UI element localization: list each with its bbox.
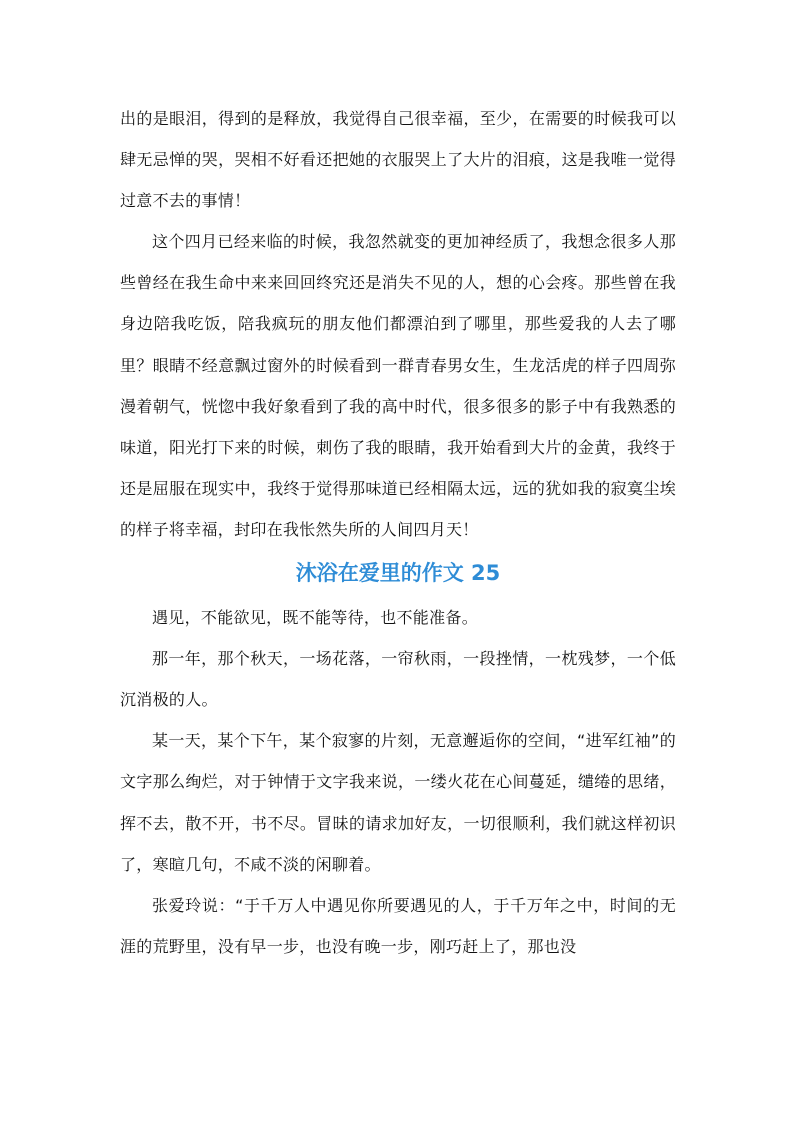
paragraph-2: 这个四月已经来临的时候，我忽然就变的更加神经质了，我想念很多人那些曾经在我生命中来来回回终究还是消失不见的人，想的心会疼。那些曾在我身边陪我吃饭，陪我疯玩的朋友他们都漂泊到了哪里，那些爱我的人去了哪里？眼睛不经意飘过窗外的时候看到一群青春男女生，生龙活虎的样子四周弥漫着朝气，恍惚中我好象看到了我的高中时代，很多很多的影子中有我熟悉的味道，阳光打下来的时候，刺伤了我的眼睛，我开始看到大片的金黄，我终于还是屈服在现实中，我终于觉得那味道已经相隔太远，远的犹如我的寂寞尘埃的样子将幸福，封印在我怅然失所的人间四月天！	[120, 232, 676, 539]
paragraph-1: 出的是眼泪，得到的是释放，我觉得自己很幸福，至少，在需要的时候我可以肆无忌惮的哭，哭相不好看还把她的衣服哭上了大片的泪痕，这是我唯一觉得过意不去的事情！	[120, 109, 676, 211]
paragraph-4: 那一年，那个秋天，一场花落，一帘秋雨，一段挫情，一枕残梦，一个低沉消极的人。	[120, 649, 676, 710]
paragraph-3: 遇见，不能欲见，既不能等待，也不能准备。	[152, 608, 479, 628]
document-page	[120, 98, 676, 967]
section-heading: 沐浴在爱里的作文 25	[295, 561, 501, 586]
paragraph-5: 某一天，某个下午，某个寂寥的片刻，无意邂逅你的空间，“进军红袖”的文字那么绚烂，对于钟情于文字我来说，一缕火花在心间蔓延，缱绻的思绪，挥不去，散不开，书不尽。冒昧的请求加好友，一切很顺利，我们就这样初识了，寒暄几句，不咸不淡的闲聊着。	[120, 731, 676, 874]
paragraph-6: 张爱玲说：“于千万人中遇见你所要遇见的人，于千万年之中，时间的无涯的荒野里，没有早一步，也没有晚一步，刚巧赶上了，那也没	[120, 895, 676, 956]
